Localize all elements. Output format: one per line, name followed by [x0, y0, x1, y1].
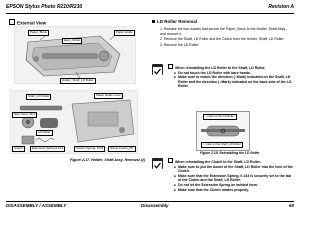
check-2-item: ■ Do not let the Extension Spring be twisted form. — [174, 183, 294, 188]
ld-roller-removal-heading — [152, 19, 197, 24]
external-view-title: External View — [17, 20, 47, 26]
label-torsion-spring: Torsion Spring, 0.2S — [76, 146, 104, 150]
label-mark-shaft: ○ mark on the Shaft_LD Roller — [203, 142, 241, 146]
check-1-item: ■ Make sure to match the direction (○Mark) indicated on the Shaft, LD Roller and the direction (○Mark) indicated on the back side of the LD Roller. — [174, 75, 294, 89]
step-2: 2. Remove the Shaft, LD Roller and the Clutch from the Holder, Shaft, LD Roller. — [160, 37, 285, 42]
check-2-items — [168, 165, 294, 193]
check-text-2 — [168, 158, 294, 192]
step-1: 1. Release the two dowels that secure the Paper_Block to the Holder, Shaft Assy., and remove it. — [160, 27, 287, 36]
check-1-title: When reinstalling the LD Roller to the Shaft, LD Roller, — [175, 66, 266, 70]
bullet-icon — [152, 20, 155, 23]
checkbox-icon — [168, 158, 173, 163]
label-eject-roller: Eject_Roller — [64, 38, 81, 42]
check-2-item: ■ Make sure that the Clutch rotates properly. — [174, 188, 294, 193]
figure-bottom — [10, 90, 138, 154]
label-clutch: Clutch — [14, 146, 23, 150]
label-holder-shaft: Holder_Shaft_LD Roller — [62, 78, 94, 82]
check-point-icon — [152, 158, 163, 169]
label-paper-guide: Paper Guide — [116, 30, 133, 34]
check-block-clutch — [152, 158, 294, 198]
header-revision: Revision A — [268, 4, 294, 10]
figure-top — [14, 26, 136, 84]
checkbox-icon — [9, 19, 15, 25]
check-2-item: ■ Make sure that the Extension Spring, 0.143 is securely set to the tab of the Clutch and the Shaft, LD Roller. — [174, 174, 294, 183]
label-paper-guide-lever: Paper Guide Lever — [96, 93, 122, 97]
check-2-title: When reinstalling the Clutch to the Shaft, LD Roller, — [175, 160, 261, 164]
label-spur-gear: Spur Gear, 36.4 — [14, 112, 36, 116]
page-number: 60 — [288, 203, 294, 208]
check-point-icon — [152, 64, 163, 75]
check-text-1 — [168, 64, 294, 89]
removal-steps — [160, 27, 292, 48]
external-view-heading — [9, 19, 46, 26]
header-product: EPSON Stylus Photo R210/R230 — [6, 4, 83, 10]
page-header — [6, 4, 294, 14]
check-1-item: ■ Do not touch the LD Roller with bare hands. — [174, 71, 294, 76]
label-ld-roller: LD Roller — [38, 130, 51, 134]
check-1-items — [168, 71, 294, 89]
figure-caption-2-17: Figure 2-17. Holder, Shaft Assy. Removal (2) — [70, 158, 146, 162]
label-mark-ld-roller: ○ mark on the LD Roller — [205, 114, 235, 118]
footer-section: Disassembly — [141, 203, 169, 208]
checkbox-icon — [168, 64, 173, 69]
figure-caption-2-18: Figure 2-18. Reinstalling the LD Roller — [200, 151, 260, 155]
page-footer — [6, 201, 294, 210]
figure-ld-roller-reinstall — [196, 111, 250, 151]
footer-chapter: DISASSEMBLY / ASSEMBLY — [6, 203, 67, 208]
checkmark-icon — [152, 160, 163, 171]
check-2-item: ■ Make sure to put the dowel of the Shaft, LD Roller into the hole of the Clutch. — [174, 165, 294, 174]
step-3: 3. Remove the LD Roller. — [160, 42, 200, 47]
check-block-ld-roller — [152, 64, 294, 108]
ld-roller-removal-title: LD Roller Removal — [157, 19, 198, 24]
label-shaft-ld-roller: Shaft_LD Roller — [28, 94, 50, 98]
label-screw-frame: Screw Frame_PK — [110, 146, 134, 150]
label-paper-block: Paper_Block — [30, 30, 48, 34]
checkmark-icon — [152, 66, 163, 77]
label-extension-spring: Extension Spring 0.143 — [32, 146, 64, 150]
